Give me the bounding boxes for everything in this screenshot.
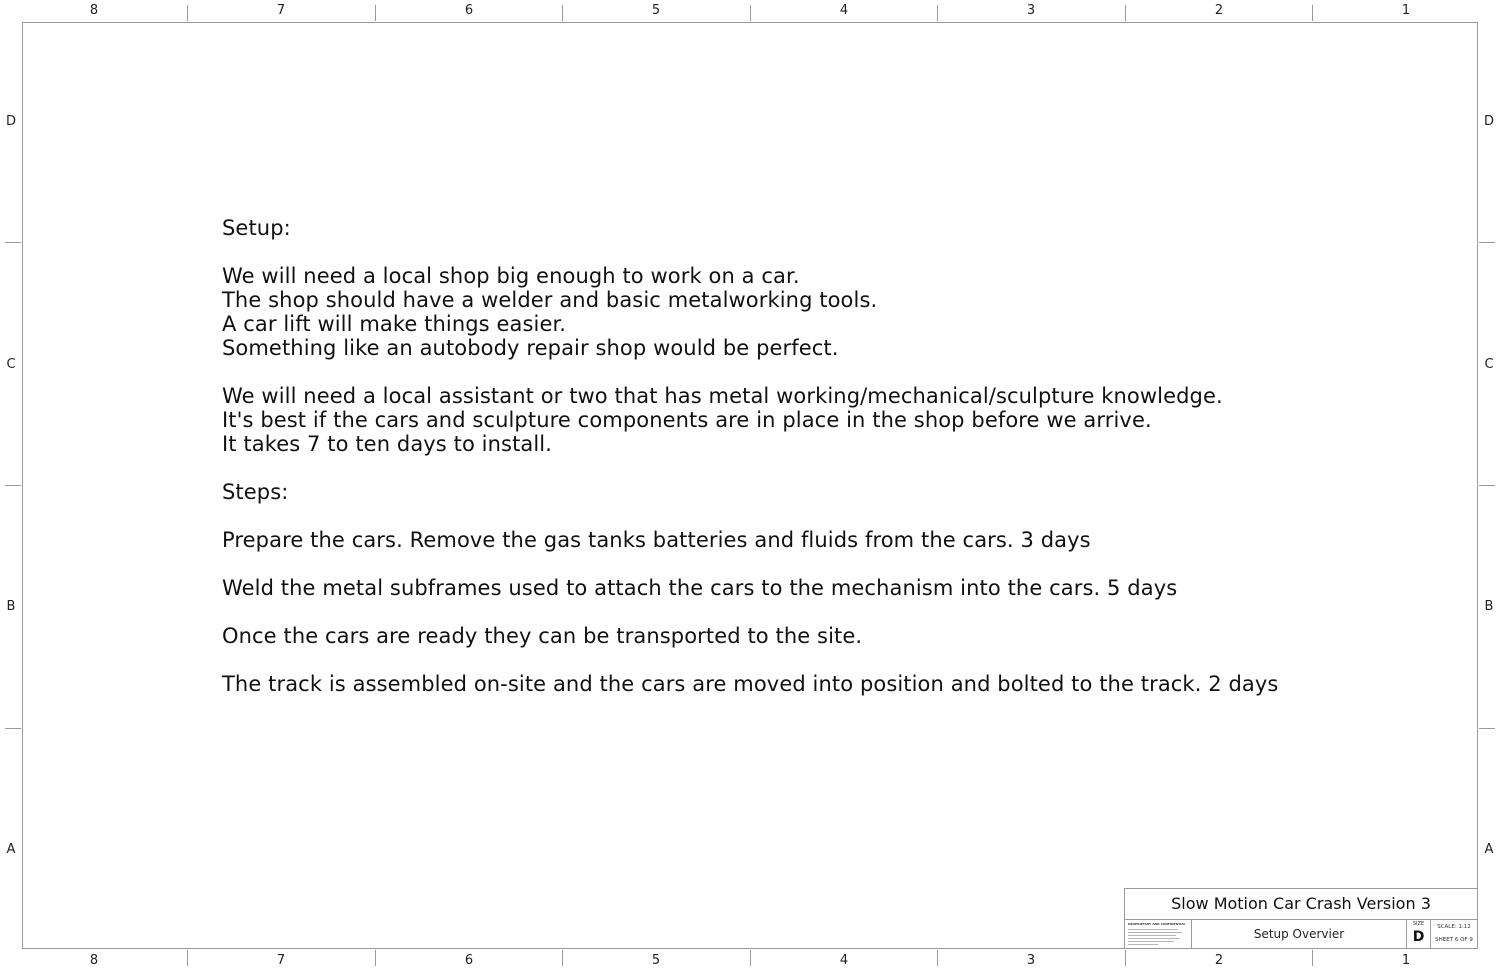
sheet-size-cell bbox=[1407, 920, 1431, 949]
setup-notes bbox=[222, 216, 1372, 696]
paragraph-spacer bbox=[222, 552, 1372, 576]
bottom-column-label: 5 bbox=[651, 953, 661, 968]
bottom-column-label: 6 bbox=[464, 953, 474, 968]
bottom-column-label: 8 bbox=[89, 953, 99, 968]
top-zone-divider bbox=[750, 5, 751, 21]
sheet-description: Setup Overvier bbox=[1192, 920, 1407, 949]
bottom-zone-divider bbox=[562, 950, 563, 966]
left-row-label: C bbox=[6, 357, 16, 372]
paragraph-spacer bbox=[222, 600, 1372, 624]
right-row-label: C bbox=[1484, 357, 1494, 372]
setup-line: Something like an autobody repair shop would be perfect. bbox=[222, 336, 839, 360]
setup-line: We will need a local shop big enough to work on a car. bbox=[222, 264, 800, 288]
drawing-title: Slow Motion Car Crash Version 3 bbox=[1125, 889, 1477, 920]
top-column-label: 7 bbox=[276, 3, 286, 18]
paragraph-spacer bbox=[222, 504, 1372, 528]
size-label: SIZE bbox=[1412, 921, 1425, 927]
bottom-zone-divider bbox=[937, 950, 938, 966]
left-zone-divider bbox=[5, 242, 21, 243]
top-column-label: 6 bbox=[464, 3, 474, 18]
top-zone-divider bbox=[562, 5, 563, 21]
top-column-label: 8 bbox=[89, 3, 99, 18]
step-item: The track is assembled on-site and the cars are moved into position and bolted to the track. 2 days bbox=[222, 672, 1279, 696]
right-row-label: D bbox=[1483, 114, 1494, 129]
paragraph-spacer bbox=[222, 456, 1372, 480]
size-value: D bbox=[1412, 929, 1425, 945]
right-zone-divider bbox=[1479, 485, 1495, 486]
step-item: Prepare the cars. Remove the gas tanks batteries and fluids from the cars. 3 days bbox=[222, 528, 1091, 552]
assistant-line: We will need a local assistant or two that has metal working/mechanical/sculpture knowledge. bbox=[222, 384, 1223, 408]
bottom-column-label: 4 bbox=[839, 953, 849, 968]
left-zone-divider bbox=[5, 485, 21, 486]
setup-line: The shop should have a welder and basic metalworking tools. bbox=[222, 288, 878, 312]
bottom-column-label: 7 bbox=[276, 953, 286, 968]
top-column-label: 5 bbox=[651, 3, 661, 18]
bottom-zone-divider bbox=[1312, 950, 1313, 966]
bottom-zone-divider bbox=[1125, 950, 1126, 966]
right-zone-divider bbox=[1479, 242, 1495, 243]
step-item: Once the cars are ready they can be transported to the site. bbox=[222, 624, 863, 648]
proprietary-notice bbox=[1125, 920, 1192, 949]
top-column-label: 1 bbox=[1401, 3, 1411, 18]
proprietary-heading: PROPRIETARY AND CONFIDENTIAL bbox=[1128, 922, 1186, 926]
top-column-label: 2 bbox=[1214, 3, 1224, 18]
right-row-label: B bbox=[1484, 599, 1494, 614]
fine-print-line bbox=[1128, 929, 1178, 930]
bottom-column-label: 2 bbox=[1214, 953, 1224, 968]
scale-sheet-cell bbox=[1431, 920, 1477, 949]
left-row-label: B bbox=[6, 599, 16, 614]
assistant-line: It's best if the cars and sculpture components are in place in the shop before we arrive. bbox=[222, 408, 1152, 432]
fine-print-line bbox=[1128, 932, 1182, 933]
fine-print-line bbox=[1128, 941, 1174, 942]
right-row-label: A bbox=[1484, 842, 1494, 857]
bottom-zone-divider bbox=[750, 950, 751, 966]
fine-print-line bbox=[1128, 935, 1176, 936]
assistant-line: It takes 7 to ten days to install. bbox=[222, 432, 553, 456]
top-column-label: 3 bbox=[1026, 3, 1036, 18]
left-zone-divider bbox=[5, 728, 21, 729]
left-row-label: A bbox=[6, 842, 16, 857]
setup-line: A car lift will make things easier. bbox=[222, 312, 567, 336]
top-zone-divider bbox=[1125, 5, 1126, 21]
fine-print-line bbox=[1128, 944, 1158, 945]
paragraph-spacer bbox=[222, 648, 1372, 672]
top-zone-divider bbox=[187, 5, 188, 21]
right-zone-divider bbox=[1479, 728, 1495, 729]
top-column-label: 4 bbox=[839, 3, 849, 18]
fine-print-line bbox=[1128, 938, 1180, 939]
step-item: Weld the metal subframes used to attach the cars to the mechanism into the cars. 5 days bbox=[222, 576, 1178, 600]
steps-heading: Steps: bbox=[222, 480, 289, 504]
title-block bbox=[1124, 888, 1478, 949]
sheet-number: SHEET 6 OF 9 bbox=[1435, 937, 1473, 943]
setup-heading: Setup: bbox=[222, 216, 291, 240]
scale-text: SCALE: 1:12 bbox=[1437, 924, 1471, 930]
top-zone-divider bbox=[375, 5, 376, 21]
top-zone-divider bbox=[937, 5, 938, 21]
bottom-column-label: 3 bbox=[1026, 953, 1036, 968]
left-row-label: D bbox=[5, 114, 16, 129]
paragraph-spacer bbox=[222, 360, 1372, 384]
top-zone-divider bbox=[1312, 5, 1313, 21]
bottom-column-label: 1 bbox=[1401, 953, 1411, 968]
paragraph-spacer bbox=[222, 240, 1372, 264]
bottom-zone-divider bbox=[187, 950, 188, 966]
bottom-zone-divider bbox=[375, 950, 376, 966]
